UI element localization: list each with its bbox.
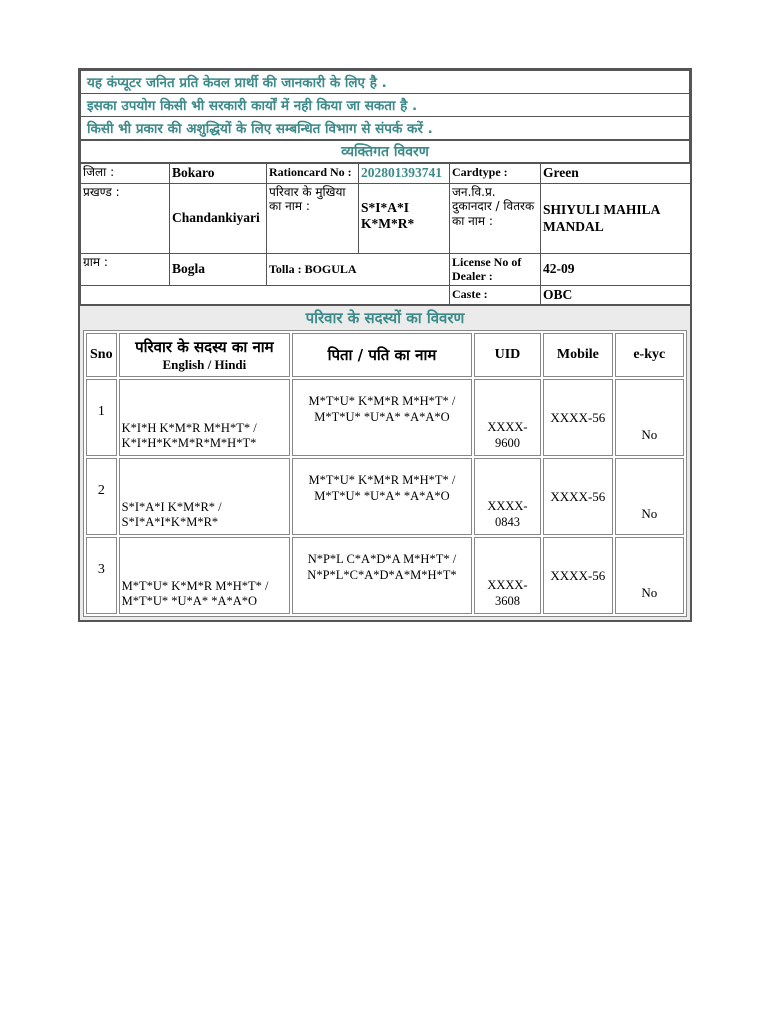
row-sno: 2 (86, 458, 117, 535)
notice-line-3: किसी भी प्रकार की अशुद्धियों के लिए सम्बन्धित विभाग से संपर्क करें . (81, 117, 690, 140)
row-uid (474, 458, 541, 535)
cardtype-label: Cardtype : (450, 164, 541, 184)
members-wrapper (80, 327, 690, 620)
village-value: Bogla (170, 254, 267, 286)
block-value: Chandankiyari (170, 184, 267, 254)
personal-details-title: व्यक्तिगत विवरण (81, 141, 690, 163)
members-table (83, 330, 687, 617)
caste-spacer (81, 286, 450, 305)
table-row (86, 537, 684, 614)
license-label: License No of Dealer : (450, 254, 541, 286)
member-name-en: S*I*A*I K*M*R* / (121, 500, 222, 515)
dealer-label: जन.वि.प्र. दुकानदार / वितरक का नाम : (450, 184, 541, 254)
caste-label: Caste : (450, 286, 541, 305)
notice-line-1: यह कंप्यूटर जनित प्रति केवल प्रार्थी की जानकारी के लिए है . (81, 71, 690, 94)
row-mobile: XXXX-56 (543, 379, 612, 456)
row-member-name (119, 458, 291, 535)
block-label: प्रखण्ड : (81, 184, 170, 254)
row-ekyc: No (615, 379, 684, 456)
row-uid (474, 379, 541, 456)
row-sno: 3 (86, 537, 117, 614)
header-member-name (119, 333, 291, 377)
header-name-english: English / Hindi (162, 357, 247, 373)
row-mobile: XXXX-56 (543, 458, 612, 535)
header-father-label: पिता / पति का नाम (327, 346, 437, 365)
uid-prefix: XXXX- (487, 577, 528, 592)
head-label: परिवार के मुखिया का नाम : (267, 184, 359, 254)
village-label: ग्राम : (81, 254, 170, 286)
uid-suffix: 0843 (494, 514, 520, 529)
uid-suffix: 3608 (494, 593, 520, 608)
uid-prefix: XXXX- (487, 498, 528, 513)
notice-table (80, 70, 690, 140)
row-member-name (119, 537, 291, 614)
row-father-name (292, 379, 472, 456)
father-name-hi: M*T*U* *U*A* *A*A*O (314, 488, 450, 503)
header-uid: UID (474, 333, 541, 377)
rationcard-label: Rationcard No : (267, 164, 359, 184)
head-value: S*I*A*I K*M*R* (359, 184, 450, 254)
row-ekyc: No (615, 458, 684, 535)
father-name-hi: M*T*U* *U*A* *A*A*O (314, 409, 450, 424)
members-title: परिवार के सदस्यों का विवरण (80, 305, 690, 327)
rationcard-value: 202801393741 (359, 164, 450, 184)
row-father-name (292, 537, 472, 614)
header-father (292, 333, 472, 377)
district-value: Bokaro (170, 164, 267, 184)
member-name-en: M*T*U* K*M*R M*H*T* / (121, 579, 269, 594)
dealer-value: SHIYULI MAHILA MANDAL (541, 184, 691, 254)
ration-card-document (78, 68, 692, 622)
member-name-en: K*I*H K*M*R M*H*T* / (121, 421, 257, 436)
father-name-en: N*P*L C*A*D*A M*H*T* / (307, 552, 457, 567)
personal-title-table (80, 140, 690, 163)
father-name-hi: N*P*L*C*A*D*A*M*H*T* (307, 567, 457, 582)
cardtype-value: Green (541, 164, 691, 184)
personal-details-table (80, 163, 691, 305)
table-row (86, 379, 684, 456)
table-row (86, 458, 684, 535)
member-name-hi: K*I*H*K*M*R*M*H*T* (121, 436, 257, 451)
father-name-en: M*T*U* K*M*R M*H*T* / (308, 394, 456, 409)
caste-value: OBC (541, 286, 691, 305)
row-father-name (292, 458, 472, 535)
row-member-name (119, 379, 291, 456)
father-name-en: M*T*U* K*M*R M*H*T* / (308, 473, 456, 488)
header-ekyc: e-kyc (615, 333, 684, 377)
notice-line-2: इसका उपयोग किसी भी सरकारी कार्यों में नही किया जा सकता है . (81, 94, 690, 117)
uid-suffix: 9600 (494, 435, 520, 450)
row-uid (474, 537, 541, 614)
header-sno: Sno (86, 333, 117, 377)
member-name-hi: S*I*A*I*K*M*R* (121, 515, 219, 530)
member-name-hi: M*T*U* *U*A* *A*A*O (121, 594, 258, 609)
header-mobile: Mobile (543, 333, 612, 377)
tolla-value: Tolla : BOGULA (267, 254, 450, 286)
license-value: 42-09 (541, 254, 691, 286)
district-label: जिला : (81, 164, 170, 184)
row-sno: 1 (86, 379, 117, 456)
row-ekyc: No (615, 537, 684, 614)
uid-prefix: XXXX- (487, 419, 528, 434)
header-name-hindi: परिवार के सदस्य का नाम (135, 338, 274, 357)
row-mobile: XXXX-56 (543, 537, 612, 614)
